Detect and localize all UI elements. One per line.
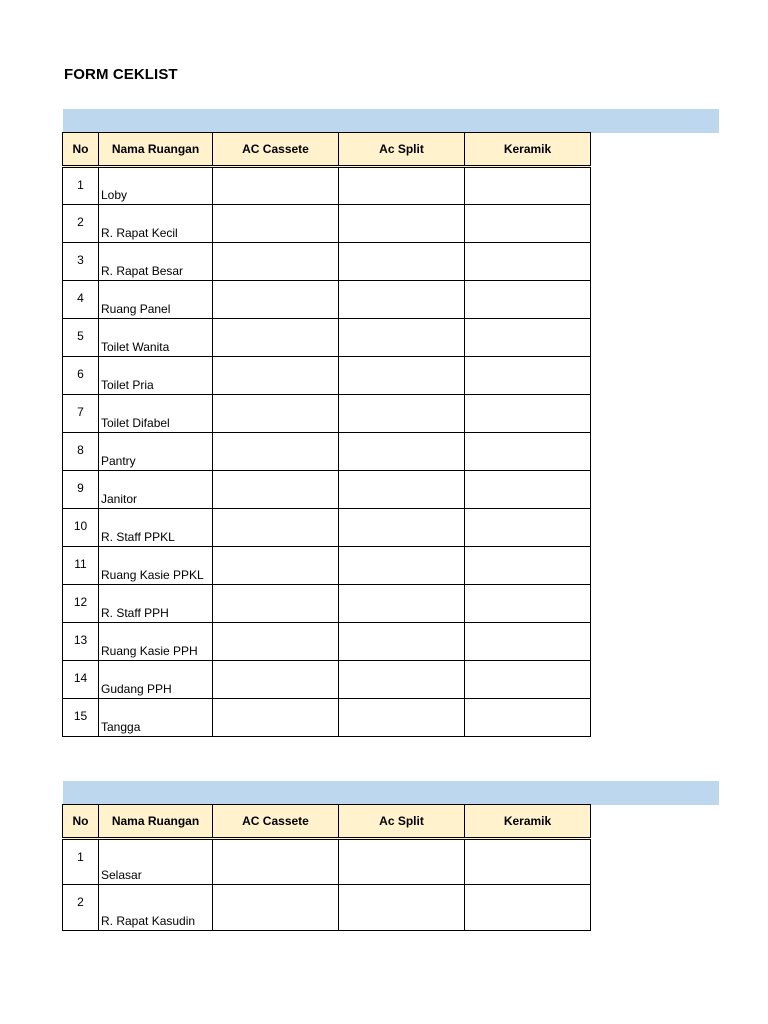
row-number: 2 — [63, 205, 99, 243]
ac-split-cell[interactable] — [339, 281, 465, 319]
ac-cassete-cell[interactable] — [213, 547, 339, 585]
ac-cassete-cell[interactable] — [213, 243, 339, 281]
ac-cassete-cell[interactable] — [213, 839, 339, 885]
ac-cassete-cell[interactable] — [213, 471, 339, 509]
row-number: 3 — [63, 243, 99, 281]
row-number: 7 — [63, 395, 99, 433]
section-band-2 — [63, 781, 719, 805]
table-header-row — [63, 805, 591, 839]
row-number: 9 — [63, 471, 99, 509]
room-name: Toilet Wanita — [99, 319, 213, 357]
keramik-cell[interactable] — [465, 839, 591, 885]
ac-split-cell[interactable] — [339, 699, 465, 737]
row-number: 14 — [63, 661, 99, 699]
keramik-cell[interactable] — [465, 357, 591, 395]
row-number: 8 — [63, 433, 99, 471]
header-nama-ruangan: Nama Ruangan — [99, 805, 213, 839]
ac-split-cell[interactable] — [339, 509, 465, 547]
table-row — [63, 585, 591, 623]
checklist-table-2 — [62, 804, 591, 931]
header-nama-ruangan: Nama Ruangan — [99, 133, 213, 167]
ac-split-cell[interactable] — [339, 395, 465, 433]
keramik-cell[interactable] — [465, 471, 591, 509]
keramik-cell[interactable] — [465, 585, 591, 623]
row-number: 4 — [63, 281, 99, 319]
table-row — [63, 661, 591, 699]
room-name: Toilet Difabel — [99, 395, 213, 433]
row-number: 6 — [63, 357, 99, 395]
keramik-cell[interactable] — [465, 699, 591, 737]
table-row — [63, 281, 591, 319]
keramik-cell[interactable] — [465, 319, 591, 357]
keramik-cell[interactable] — [465, 167, 591, 205]
keramik-cell[interactable] — [465, 433, 591, 471]
keramik-cell[interactable] — [465, 885, 591, 931]
ac-split-cell[interactable] — [339, 661, 465, 699]
ac-split-cell[interactable] — [339, 547, 465, 585]
header-ac-cassete: AC Cassete — [213, 133, 339, 167]
table-row — [63, 205, 591, 243]
room-name: R. Rapat Kecil — [99, 205, 213, 243]
ac-cassete-cell[interactable] — [213, 661, 339, 699]
ac-cassete-cell[interactable] — [213, 623, 339, 661]
ac-split-cell[interactable] — [339, 471, 465, 509]
row-number: 1 — [63, 839, 99, 885]
keramik-cell[interactable] — [465, 623, 591, 661]
header-ac-cassete: AC Cassete — [213, 805, 339, 839]
ac-split-cell[interactable] — [339, 585, 465, 623]
page-title: FORM CEKLIST — [64, 66, 178, 83]
table-row — [63, 885, 591, 931]
table-row — [63, 357, 591, 395]
row-number: 11 — [63, 547, 99, 585]
ac-cassete-cell[interactable] — [213, 509, 339, 547]
row-number: 15 — [63, 699, 99, 737]
keramik-cell[interactable] — [465, 281, 591, 319]
ac-split-cell[interactable] — [339, 839, 465, 885]
header-no: No — [63, 133, 99, 167]
room-name: R. Rapat Besar — [99, 243, 213, 281]
ac-cassete-cell[interactable] — [213, 433, 339, 471]
header-keramik: Keramik — [465, 133, 591, 167]
table-row — [63, 471, 591, 509]
table-row — [63, 319, 591, 357]
table-row — [63, 547, 591, 585]
ac-split-cell[interactable] — [339, 243, 465, 281]
room-name: Ruang Kasie PPH — [99, 623, 213, 661]
table-row — [63, 243, 591, 281]
ac-cassete-cell[interactable] — [213, 281, 339, 319]
keramik-cell[interactable] — [465, 395, 591, 433]
table-row — [63, 167, 591, 205]
row-number: 5 — [63, 319, 99, 357]
room-name: R. Rapat Kasudin — [99, 885, 213, 931]
room-name: Selasar — [99, 839, 213, 885]
keramik-cell[interactable] — [465, 243, 591, 281]
ac-split-cell[interactable] — [339, 623, 465, 661]
ac-split-cell[interactable] — [339, 319, 465, 357]
keramik-cell[interactable] — [465, 661, 591, 699]
keramik-cell[interactable] — [465, 509, 591, 547]
row-number: 2 — [63, 885, 99, 931]
ac-split-cell[interactable] — [339, 205, 465, 243]
row-number: 12 — [63, 585, 99, 623]
table-row — [63, 623, 591, 661]
ac-cassete-cell[interactable] — [213, 395, 339, 433]
header-no: No — [63, 805, 99, 839]
table-row — [63, 839, 591, 885]
ac-cassete-cell[interactable] — [213, 167, 339, 205]
room-name: R. Staff PPH — [99, 585, 213, 623]
ac-split-cell[interactable] — [339, 357, 465, 395]
room-name: Tangga — [99, 699, 213, 737]
ac-cassete-cell[interactable] — [213, 585, 339, 623]
keramik-cell[interactable] — [465, 547, 591, 585]
table-row — [63, 509, 591, 547]
ac-cassete-cell[interactable] — [213, 885, 339, 931]
keramik-cell[interactable] — [465, 205, 591, 243]
table-header-row — [63, 133, 591, 167]
table-row — [63, 433, 591, 471]
ac-split-cell[interactable] — [339, 885, 465, 931]
row-number: 13 — [63, 623, 99, 661]
table-row — [63, 699, 591, 737]
ac-split-cell[interactable] — [339, 167, 465, 205]
ac-cassete-cell[interactable] — [213, 205, 339, 243]
header-ac-split: Ac Split — [339, 133, 465, 167]
room-name: Gudang PPH — [99, 661, 213, 699]
room-name: Pantry — [99, 433, 213, 471]
header-ac-split: Ac Split — [339, 805, 465, 839]
row-number: 10 — [63, 509, 99, 547]
ac-cassete-cell[interactable] — [213, 319, 339, 357]
room-name: Ruang Panel — [99, 281, 213, 319]
ac-cassete-cell[interactable] — [213, 357, 339, 395]
row-number: 1 — [63, 167, 99, 205]
ac-cassete-cell[interactable] — [213, 699, 339, 737]
room-name: Toilet Pria — [99, 357, 213, 395]
room-name: Janitor — [99, 471, 213, 509]
table-row — [63, 395, 591, 433]
checklist-table-1 — [62, 132, 591, 737]
room-name: Loby — [99, 167, 213, 205]
section-band-1 — [63, 109, 719, 133]
ac-split-cell[interactable] — [339, 433, 465, 471]
room-name: R. Staff PPKL — [99, 509, 213, 547]
room-name: Ruang Kasie PPKL — [99, 547, 213, 585]
header-keramik: Keramik — [465, 805, 591, 839]
